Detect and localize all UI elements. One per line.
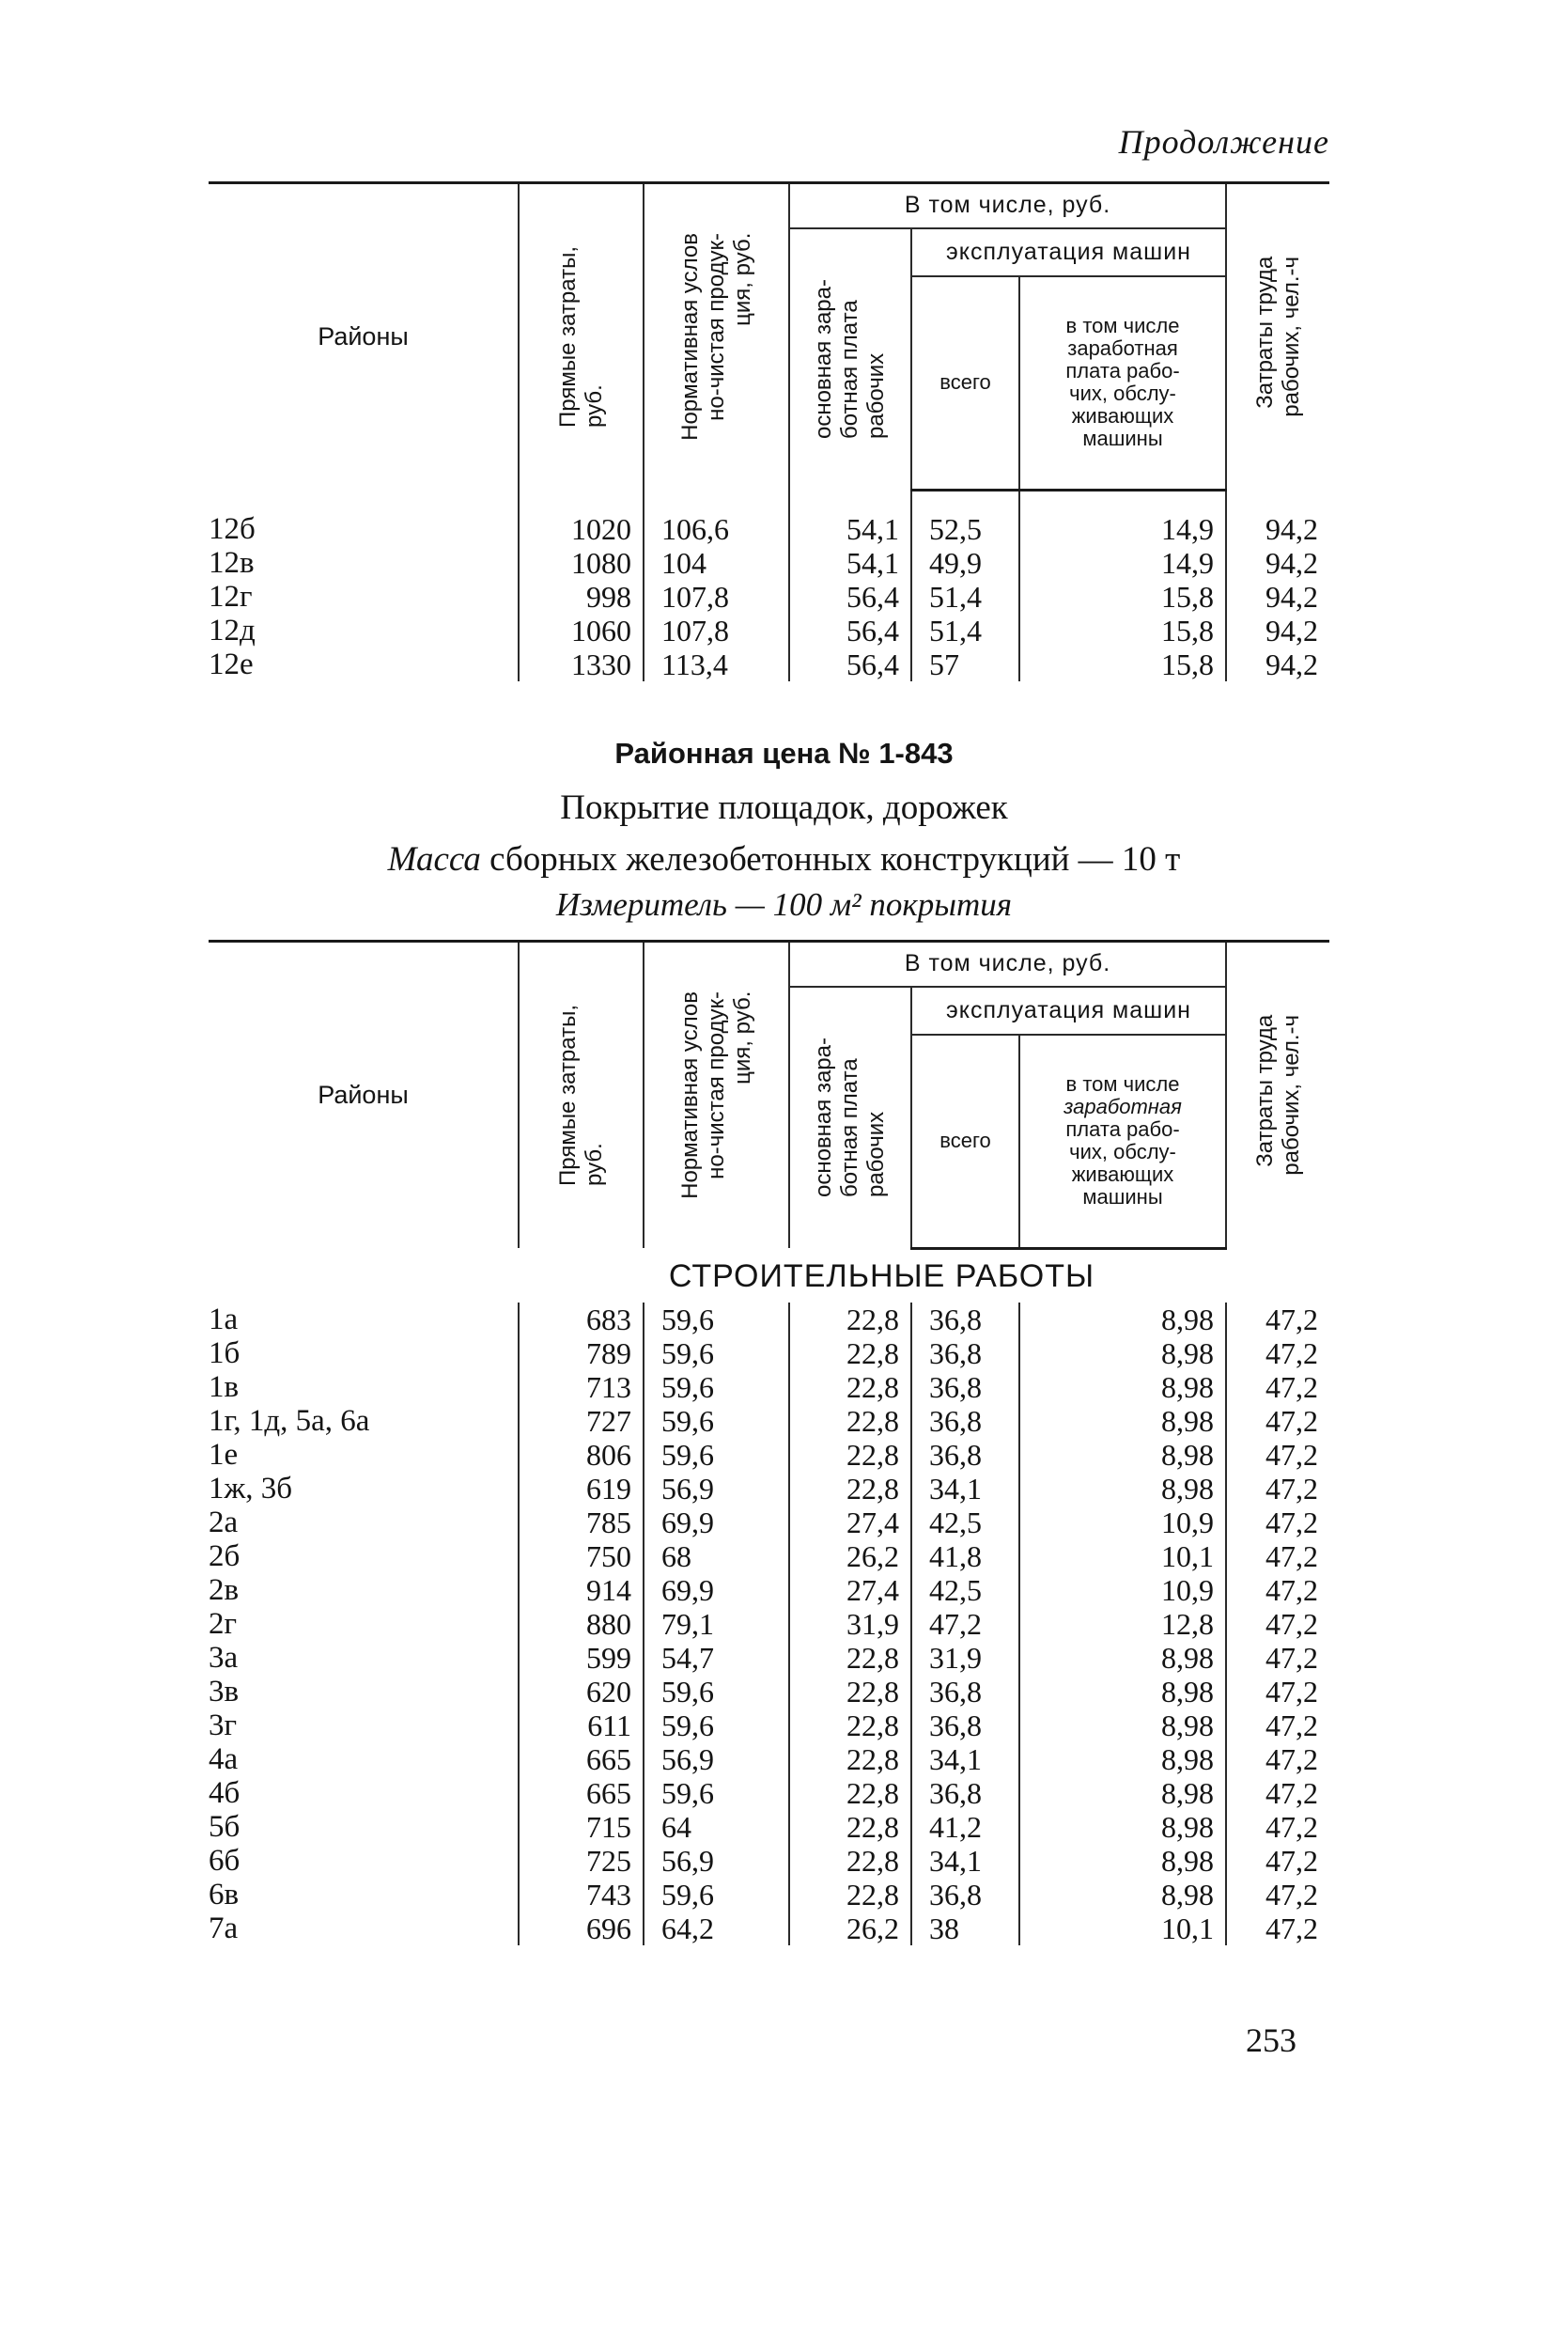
cell-direct-costs: 696: [519, 1911, 644, 1945]
cell-base-wage: 56,4: [789, 614, 911, 648]
cell-base-wage: 22,8: [789, 1303, 911, 1336]
cell-normative-output: 64: [644, 1810, 789, 1844]
cell-machines-total: 34,1: [911, 1742, 1019, 1776]
header-machines-wage: в том числе заработная плата рабо- чих, обслу- живающих машины: [1019, 1035, 1226, 1248]
cell-labor-costs: 47,2: [1226, 1742, 1329, 1776]
cell-machines-total: 49,9: [911, 546, 1019, 580]
table-row: [209, 1370, 1329, 1404]
row-district: 4а: [209, 1741, 239, 1776]
table-row: [209, 1742, 1329, 1776]
cell-machines-wage: 10,1: [1019, 1911, 1226, 1945]
cell-base-wage: 26,2: [789, 1539, 911, 1573]
cell-machines-total: 47,2: [911, 1607, 1019, 1641]
cell-machines-wage: 8,98: [1019, 1303, 1226, 1336]
cell-normative-output: 59,6: [644, 1370, 789, 1404]
cell-machines-wage: 8,98: [1019, 1404, 1226, 1438]
cell-machines-total: 36,8: [911, 1303, 1019, 1336]
cell-machines-wage: 14,9: [1019, 546, 1226, 580]
row-district: 12б: [209, 511, 256, 546]
cell-machines-total: 51,4: [911, 580, 1019, 614]
row-district: 1е: [209, 1437, 239, 1472]
cell-labor-costs: 47,2: [1226, 1303, 1329, 1336]
cell-normative-output: 106,6: [644, 512, 789, 546]
cell-machines-wage: 15,8: [1019, 614, 1226, 648]
cell-direct-costs: 620: [519, 1675, 644, 1709]
cell-base-wage: 22,8: [789, 1878, 911, 1911]
price-table-1: [209, 181, 1329, 681]
cell-direct-costs: 1330: [519, 648, 644, 681]
cell-direct-costs: 727: [519, 1404, 644, 1438]
table-row: [209, 1607, 1329, 1641]
cell-direct-costs: 665: [519, 1742, 644, 1776]
cell-machines-total: 36,8: [911, 1675, 1019, 1709]
cell-normative-output: 59,6: [644, 1675, 789, 1709]
cell-base-wage: 22,8: [789, 1370, 911, 1404]
cell-labor-costs: 47,2: [1226, 1336, 1329, 1370]
row-district: 5б: [209, 1809, 241, 1844]
row-district: 1ж, 3б: [209, 1471, 293, 1506]
district-price-title: Районная цена № 1-843: [614, 737, 954, 770]
cell-labor-costs: 47,2: [1226, 1911, 1329, 1945]
cell-normative-output: 59,6: [644, 1404, 789, 1438]
header-machines-wage: в том числе заработная плата рабо- чих, обслу- живающих машины: [1019, 276, 1226, 490]
header-base-wage: основная зара- ботная плата рабочих: [789, 987, 911, 1249]
row-district: 1б: [209, 1335, 241, 1370]
cell-base-wage: 54,1: [789, 512, 911, 546]
price-table-2: [209, 940, 1329, 1945]
section-label: СТРОИТЕЛЬНЫЕ РАБОТЫ: [668, 1257, 1095, 1294]
cell-machines-total: 52,5: [911, 512, 1019, 546]
cell-machines-wage: 8,98: [1019, 1438, 1226, 1472]
cell-normative-output: 69,9: [644, 1573, 789, 1607]
cell-direct-costs: 914: [519, 1573, 644, 1607]
header-districts: Районы: [209, 183, 519, 491]
cell-machines-wage: 12,8: [1019, 1607, 1226, 1641]
cell-direct-costs: 611: [519, 1709, 644, 1742]
cell-direct-costs: 998: [519, 580, 644, 614]
cell-labor-costs: 47,2: [1226, 1506, 1329, 1539]
cell-normative-output: 68: [644, 1539, 789, 1573]
cell-direct-costs: 683: [519, 1303, 644, 1336]
cell-base-wage: 27,4: [789, 1573, 911, 1607]
cell-normative-output: 56,9: [644, 1844, 789, 1878]
cell-base-wage: 22,8: [789, 1742, 911, 1776]
cell-machines-wage: 8,98: [1019, 1370, 1226, 1404]
cell-direct-costs: 665: [519, 1776, 644, 1810]
row-district: 2г: [209, 1606, 238, 1641]
cell-machines-total: 36,8: [911, 1404, 1019, 1438]
cell-machines-total: 34,1: [911, 1844, 1019, 1878]
cell-base-wage: 27,4: [789, 1506, 911, 1539]
cell-machines-wage: 10,1: [1019, 1539, 1226, 1573]
cell-labor-costs: 47,2: [1226, 1675, 1329, 1709]
cell-normative-output: 104: [644, 546, 789, 580]
row-district: 3в: [209, 1674, 240, 1709]
cell-machines-wage: 14,9: [1019, 512, 1226, 546]
cell-normative-output: 107,8: [644, 580, 789, 614]
cell-machines-total: 41,2: [911, 1810, 1019, 1844]
row-district: 2б: [209, 1538, 241, 1573]
cell-machines-wage: 8,98: [1019, 1641, 1226, 1675]
cell-base-wage: 22,8: [789, 1438, 911, 1472]
cell-machines-wage: 8,98: [1019, 1844, 1226, 1878]
cell-normative-output: 64,2: [644, 1911, 789, 1945]
cell-machines-total: 31,9: [911, 1641, 1019, 1675]
row-district: 7а: [209, 1911, 239, 1945]
cell-base-wage: 22,8: [789, 1844, 911, 1878]
table-row: [209, 1911, 1329, 1945]
cell-machines-wage: 8,98: [1019, 1878, 1226, 1911]
table-row: [209, 1404, 1329, 1438]
mass-line: Масса сборных железобетонных конструкций — 10 т: [387, 840, 1181, 879]
row-district: 6б: [209, 1843, 241, 1878]
cell-labor-costs: 47,2: [1226, 1607, 1329, 1641]
cell-normative-output: 59,6: [644, 1878, 789, 1911]
table-row: [209, 1506, 1329, 1539]
header-machines-total: всего: [911, 1035, 1019, 1248]
row-district: 1а: [209, 1302, 239, 1336]
table-row: [209, 580, 1329, 614]
cell-machines-total: 36,8: [911, 1878, 1019, 1911]
row-district: 12г: [209, 579, 253, 614]
header-machines-total: всего: [911, 276, 1019, 490]
cell-normative-output: 59,6: [644, 1303, 789, 1336]
cell-machines-wage: 8,98: [1019, 1336, 1226, 1370]
cell-base-wage: 31,9: [789, 1607, 911, 1641]
cell-direct-costs: 806: [519, 1438, 644, 1472]
table-row: [209, 1472, 1329, 1506]
cell-labor-costs: 94,2: [1226, 614, 1329, 648]
table-row: [209, 546, 1329, 580]
cell-base-wage: 54,1: [789, 546, 911, 580]
cell-direct-costs: 619: [519, 1472, 644, 1506]
cell-direct-costs: 743: [519, 1878, 644, 1911]
cell-machines-total: 42,5: [911, 1506, 1019, 1539]
header-labor-costs: Затраты труда рабочих, чел.-ч: [1226, 942, 1329, 1249]
cell-labor-costs: 47,2: [1226, 1370, 1329, 1404]
cell-machines-total: 42,5: [911, 1573, 1019, 1607]
table-row: [209, 1438, 1329, 1472]
table-row: [209, 1539, 1329, 1573]
header-direct-costs: Прямые затраты, руб.: [519, 942, 644, 1249]
cell-direct-costs: 599: [519, 1641, 644, 1675]
table-row: [209, 1336, 1329, 1370]
cell-direct-costs: 785: [519, 1506, 644, 1539]
row-district: 3г: [209, 1708, 238, 1742]
row-district: 6в: [209, 1877, 240, 1911]
cell-base-wage: 22,8: [789, 1776, 911, 1810]
header-base-wage: основная зара- ботная плата рабочих: [789, 228, 911, 491]
cell-normative-output: 59,6: [644, 1776, 789, 1810]
cell-machines-wage: 15,8: [1019, 648, 1226, 681]
cell-normative-output: 59,6: [644, 1336, 789, 1370]
row-district: 3а: [209, 1640, 239, 1675]
table-row: [209, 1573, 1329, 1607]
cell-direct-costs: 713: [519, 1370, 644, 1404]
cell-labor-costs: 94,2: [1226, 546, 1329, 580]
header-normative-output: Нормативная услов но-чистая продук- ция, руб.: [644, 942, 789, 1249]
cell-normative-output: 56,9: [644, 1472, 789, 1506]
cell-machines-wage: 8,98: [1019, 1742, 1226, 1776]
cell-normative-output: 79,1: [644, 1607, 789, 1641]
cell-labor-costs: 47,2: [1226, 1709, 1329, 1742]
cell-machines-total: 36,8: [911, 1709, 1019, 1742]
row-district: 12е: [209, 647, 254, 681]
table-row: [209, 648, 1329, 681]
cell-labor-costs: 47,2: [1226, 1539, 1329, 1573]
cell-machines-wage: 15,8: [1019, 580, 1226, 614]
table-row: [209, 1776, 1329, 1810]
cell-labor-costs: 47,2: [1226, 1878, 1329, 1911]
table-row: [209, 1675, 1329, 1709]
row-district: 2в: [209, 1572, 240, 1607]
table-row: [209, 1709, 1329, 1742]
cell-machines-total: 36,8: [911, 1776, 1019, 1810]
cell-labor-costs: 94,2: [1226, 580, 1329, 614]
table-row: [209, 1641, 1329, 1675]
cell-machines-total: 57: [911, 648, 1019, 681]
continued-label: Продолжение: [1118, 123, 1329, 161]
cell-direct-costs: 789: [519, 1336, 644, 1370]
cell-normative-output: 59,6: [644, 1438, 789, 1472]
cell-base-wage: 22,8: [789, 1810, 911, 1844]
table-row: [209, 1810, 1329, 1844]
row-district: 4б: [209, 1775, 241, 1810]
cell-direct-costs: 880: [519, 1607, 644, 1641]
cell-labor-costs: 47,2: [1226, 1844, 1329, 1878]
cell-normative-output: 59,6: [644, 1709, 789, 1742]
row-district: 12д: [209, 613, 256, 648]
cell-machines-total: 41,8: [911, 1539, 1019, 1573]
cell-base-wage: 56,4: [789, 580, 911, 614]
cell-base-wage: 22,8: [789, 1709, 911, 1742]
table-row: [209, 512, 1329, 546]
cell-normative-output: 56,9: [644, 1742, 789, 1776]
cell-machines-wage: 8,98: [1019, 1675, 1226, 1709]
cell-machines-total: 34,1: [911, 1472, 1019, 1506]
cell-labor-costs: 94,2: [1226, 648, 1329, 681]
table-row: [209, 614, 1329, 648]
cell-base-wage: 56,4: [789, 648, 911, 681]
cell-machines-wage: 8,98: [1019, 1709, 1226, 1742]
cell-base-wage: 26,2: [789, 1911, 911, 1945]
cell-machines-total: 36,8: [911, 1370, 1019, 1404]
cell-machines-total: 38: [911, 1911, 1019, 1945]
cell-labor-costs: 47,2: [1226, 1641, 1329, 1675]
cell-labor-costs: 94,2: [1226, 512, 1329, 546]
header-labor-costs: Затраты труда рабочих, чел.-ч: [1226, 183, 1329, 491]
header-districts: Районы: [209, 942, 519, 1249]
header-including-rub: В том числе, руб.: [789, 942, 1226, 987]
cell-base-wage: 22,8: [789, 1675, 911, 1709]
cell-machines-total: 51,4: [911, 614, 1019, 648]
cell-machines-wage: 8,98: [1019, 1776, 1226, 1810]
cell-normative-output: 54,7: [644, 1641, 789, 1675]
row-district: 1в: [209, 1369, 240, 1404]
cell-base-wage: 22,8: [789, 1472, 911, 1506]
cell-machines-total: 36,8: [911, 1438, 1019, 1472]
cell-direct-costs: 1060: [519, 614, 644, 648]
row-district: 12в: [209, 545, 255, 580]
header-machine-operation: эксплуатация машин: [911, 228, 1226, 277]
cell-base-wage: 22,8: [789, 1641, 911, 1675]
page-number: 253: [1246, 2021, 1296, 2059]
cell-machines-wage: 10,9: [1019, 1506, 1226, 1539]
row-district: 1г, 1д, 5а, 6а: [209, 1403, 370, 1438]
cell-direct-costs: 750: [519, 1539, 644, 1573]
row-district: 2а: [209, 1505, 239, 1539]
cell-normative-output: 69,9: [644, 1506, 789, 1539]
district-price-subtitle: Покрытие площадок, дорожек: [560, 788, 1008, 827]
header-normative-output: Нормативная услов но-чистая продук- ция, руб.: [644, 183, 789, 491]
cell-base-wage: 22,8: [789, 1404, 911, 1438]
table-row: [209, 1878, 1329, 1911]
cell-normative-output: 113,4: [644, 648, 789, 681]
measure-line: Измеритель — 100 м² покрытия: [555, 886, 1013, 923]
cell-machines-wage: 8,98: [1019, 1810, 1226, 1844]
table-row: [209, 1844, 1329, 1878]
cell-machines-wage: 8,98: [1019, 1472, 1226, 1506]
header-machine-operation: эксплуатация машин: [911, 987, 1226, 1036]
cell-labor-costs: 47,2: [1226, 1438, 1329, 1472]
cell-normative-output: 107,8: [644, 614, 789, 648]
cell-direct-costs: 1080: [519, 546, 644, 580]
cell-labor-costs: 47,2: [1226, 1404, 1329, 1438]
cell-base-wage: 22,8: [789, 1336, 911, 1370]
cell-machines-total: 36,8: [911, 1336, 1019, 1370]
cell-direct-costs: 715: [519, 1810, 644, 1844]
header-including-rub: В том числе, руб.: [789, 183, 1226, 228]
cell-machines-wage: 10,9: [1019, 1573, 1226, 1607]
table-row: [209, 1303, 1329, 1336]
cell-labor-costs: 47,2: [1226, 1776, 1329, 1810]
cell-labor-costs: 47,2: [1226, 1810, 1329, 1844]
cell-direct-costs: 725: [519, 1844, 644, 1878]
header-direct-costs: Прямые затраты, руб.: [519, 183, 644, 491]
cell-direct-costs: 1020: [519, 512, 644, 546]
cell-labor-costs: 47,2: [1226, 1472, 1329, 1506]
cell-labor-costs: 47,2: [1226, 1573, 1329, 1607]
